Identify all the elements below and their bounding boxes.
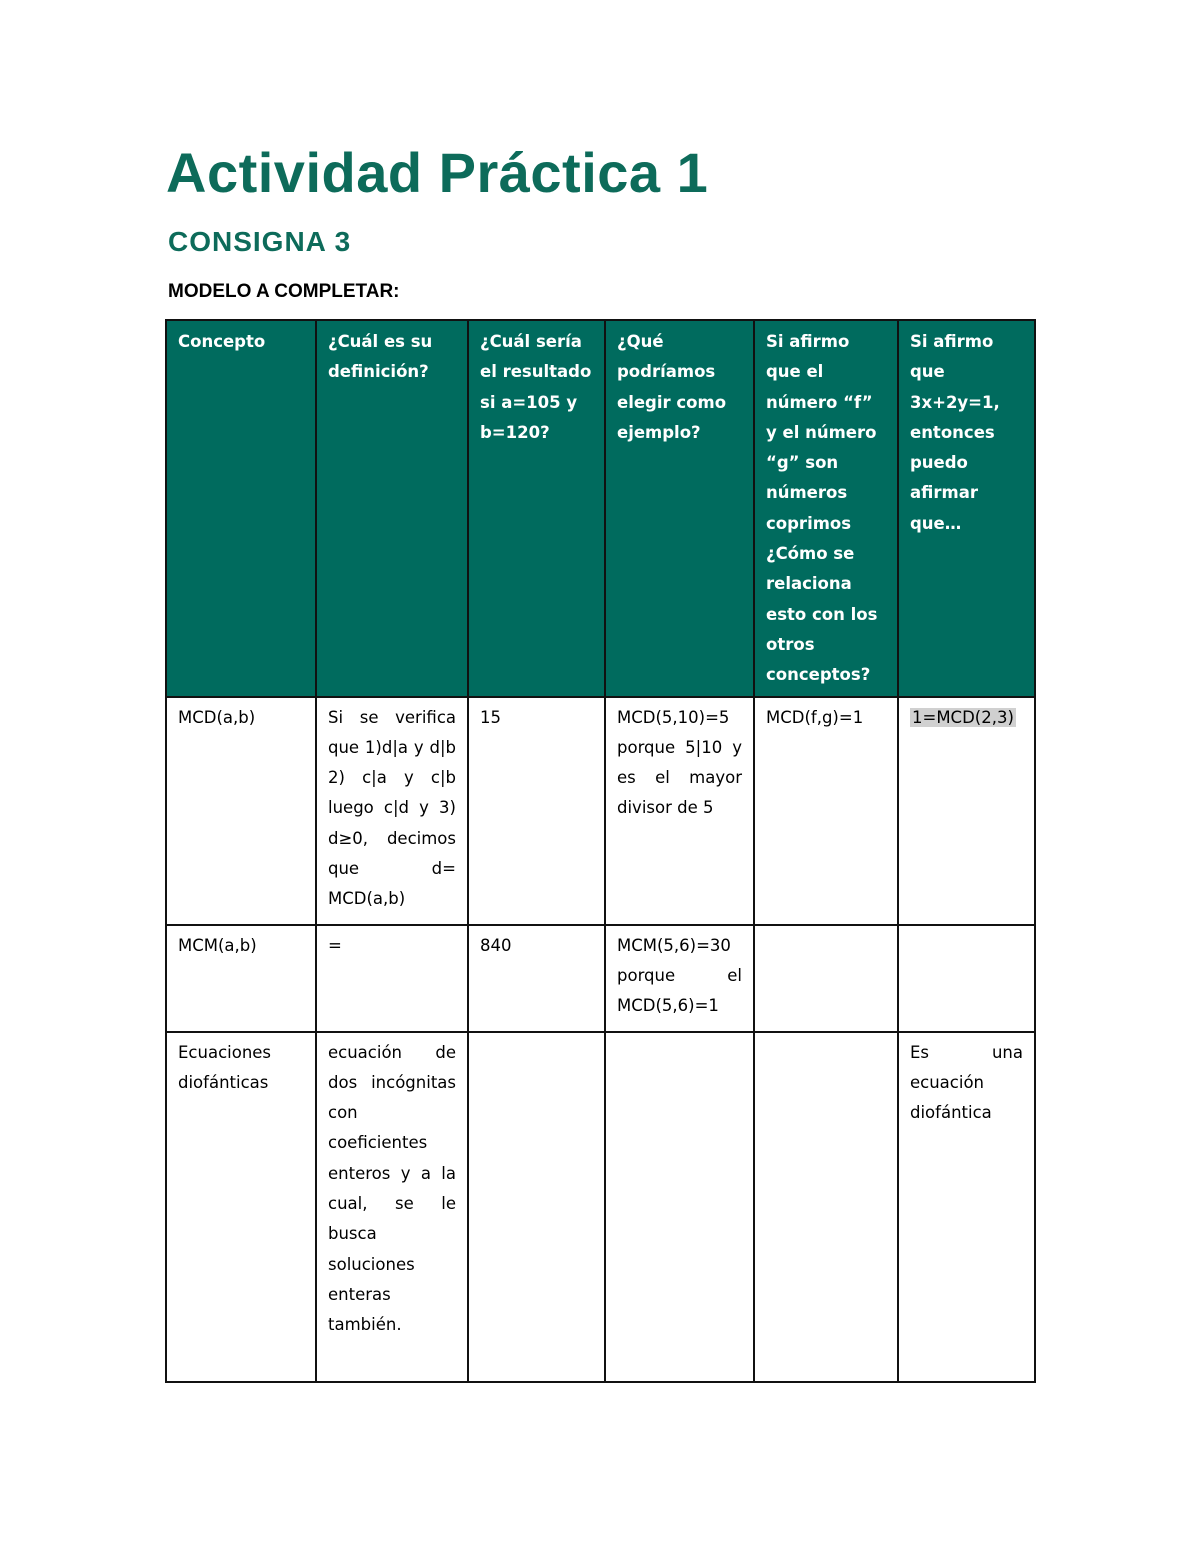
cell-concepto: Ecuaciones diofánticas <box>166 1032 316 1382</box>
table-header-row <box>166 320 1035 697</box>
cell-ejemplo: MCM(5,6)=30 porque el MCD(5,6)=1 <box>605 925 754 1032</box>
cell-resultado <box>468 1032 605 1382</box>
cell-afirmacion <box>898 925 1035 1032</box>
completion-table <box>165 319 1036 1383</box>
cell-coprimos <box>754 1032 898 1382</box>
header-definicion: ¿Cuál es su definición? <box>316 320 468 697</box>
header-resultado: ¿Cuál sería el resultado si a=105 y b=120? <box>468 320 605 697</box>
cell-coprimos: MCD(f,g)=1 <box>754 697 898 925</box>
table-row <box>166 697 1035 925</box>
cell-afirmacion <box>898 697 1035 925</box>
subtitle: CONSIGNA 3 <box>168 226 352 257</box>
header-coprimos: Si afirmo que el número “f” y el número “g” son números coprimos ¿Cómo se relaciona esto con los otros conceptos? <box>754 320 898 697</box>
cell-resultado: 15 <box>468 697 605 925</box>
cell-definicion: ecuación de dos incógnitas con coeficientes enteros y a la cual, se le busca soluciones enteras también. <box>316 1032 468 1382</box>
header-ejemplo: ¿Qué podríamos elegir como ejemplo? <box>605 320 754 697</box>
cell-resultado: 840 <box>468 925 605 1032</box>
cell-ejemplo: MCD(5,10)=5 porque 5|10 y es el mayor divisor de 5 <box>605 697 754 925</box>
highlighted-text: 1=MCD(2,3) <box>912 707 1014 727</box>
page-title: Actividad Práctica 1 <box>166 141 709 204</box>
cell-coprimos <box>754 925 898 1032</box>
cell-ejemplo <box>605 1032 754 1382</box>
header-afirmacion: Si afirmo que 3x+2y=1, entonces puedo afirmar que… <box>898 320 1035 697</box>
header-concepto: Concepto <box>166 320 316 697</box>
cell-concepto: MCD(a,b) <box>166 697 316 925</box>
cell-definicion: = <box>316 925 468 1032</box>
table-row <box>166 925 1035 1032</box>
table-row <box>166 1032 1035 1382</box>
cell-concepto: MCM(a,b) <box>166 925 316 1032</box>
section-label: MODELO A COMPLETAR: <box>168 281 400 302</box>
cell-definicion: Si se verifica que 1)d|a y d|b 2) c|a y c|b luego c|d y 3) d≥0, decimos que d= MCD(a,b) <box>316 697 468 925</box>
cell-afirmacion: Es una ecuación diofántica <box>898 1032 1035 1382</box>
